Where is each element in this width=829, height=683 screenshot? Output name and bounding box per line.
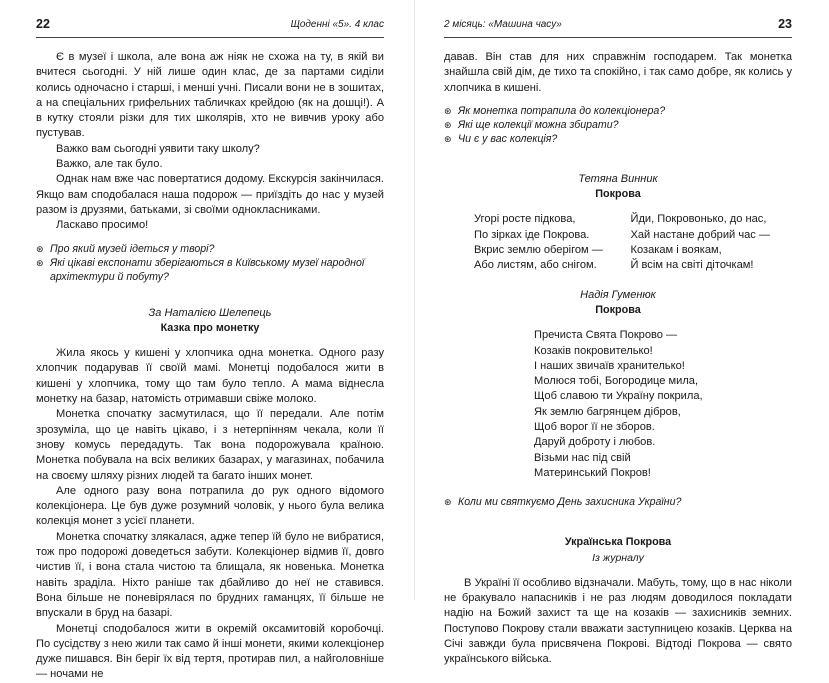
question-item (444, 495, 792, 509)
circled-question-icon: ⊛ (36, 243, 44, 254)
article-title: Українська Покрова (564, 536, 672, 549)
poem-line: Молюся тобі, Богородице мила, (534, 375, 699, 388)
paragraph: Жила якось у кишені у хлопчика одна монетка. Одного разу хлопчик подарував її своїй мамі. Монетці подобалося жити в кишені у хлопчика, тому що там було тепло. А мама віднесла монетку на базар, натомість отримавши свіже молоко. (36, 347, 384, 406)
poem-line: Хай настане добрий час — (630, 228, 770, 241)
poem1-body (444, 212, 792, 273)
paragraph: Монетці сподобалося жити в окремій оксамитовій коробочці. По сусідству з нею жили так само й інші монети, якими колекціонер дуже пишався. Він беріг їх від тертя, протирав пил, а найголовніше — ночами не (36, 622, 384, 681)
paragraph: Важко, але так було. (56, 158, 163, 171)
poem-line: По зірках іде Покрова. (474, 228, 590, 241)
poem-line: Угорі росте підкова, (474, 213, 576, 226)
poem1-column-left (474, 212, 603, 273)
poem2-title: Покрова (595, 303, 641, 316)
poem-line: Щоб славою ти Україну покрила, (534, 390, 703, 403)
paragraph: Але одного разу вона потрапила до рук одного відомого колекціонера. Це був дуже розумний чоловік, у нього була велика колекція монет з усієї планети. (36, 484, 384, 528)
poem1-column-right (630, 212, 770, 273)
story-text (36, 346, 384, 683)
question-text: Як монетка потрапила до колекціонера? (458, 104, 666, 117)
question-item (36, 242, 384, 256)
paragraph: Ласкаво просимо! (56, 219, 149, 232)
poem1-author: Тетяна Винник (578, 172, 658, 185)
right-page-header (444, 0, 792, 38)
poem-line: Даруй доброту і любов. (534, 436, 656, 449)
story-title: Казка про монетку (160, 321, 260, 334)
paragraph: Однак нам вже час повертатися додому. Екскурсія закінчилася. Якщо вам сподобалася наша подорож — приїздіть до нас у музей разом із друзями, батьками, зі своїми однокласниками. (36, 173, 384, 216)
circled-question-icon: ⊛ (444, 133, 452, 144)
circled-question-icon: ⊛ (444, 105, 452, 116)
questions-left (36, 242, 384, 284)
poem-line: Як землю багрянцем дібров, (534, 405, 681, 418)
page-number-left: 22 (36, 16, 50, 31)
question-item (36, 256, 384, 284)
poem-line: Козаків покровителько! (534, 344, 653, 357)
question-text: Які цікаві експонати зберігаються в Київському музеї народної архітектури й побуту? (50, 256, 365, 283)
left-page (0, 0, 414, 681)
story-author: За Наталією Шелепець (148, 306, 272, 319)
poem-line: Материнський Покров! (534, 466, 651, 479)
question-text: Які ще колекції можна збирати? (458, 118, 619, 131)
poem2-body (444, 328, 792, 481)
question-text: Коли ми святкуємо День захисника України? (458, 496, 682, 509)
question-text: Чи є у вас колекція? (458, 132, 558, 145)
page-number-right: 23 (778, 16, 792, 31)
question-item (444, 104, 792, 118)
poem-line: Й всім на світі діточкам! (630, 259, 754, 272)
paragraph: давав. Він став для них справжнім господарем. Так монетка знайшла свій дім, де тихо та спокійно, і так само добре, як колись у хлопчика в кишені. (444, 51, 792, 94)
poem2-author: Надія Гуменюк (580, 288, 656, 301)
poem-line: Пречиста Свята Покрово — (534, 329, 678, 342)
circled-question-icon: ⊛ (36, 257, 44, 268)
question-item (444, 118, 792, 132)
paragraph: Важко вам сьогодні уявити таку школу? (56, 142, 260, 155)
left-page-header (36, 0, 384, 38)
paragraph: Є в музеї і школа, але вона аж ніяк не схожа на ту, в якій ви вчитеся сьогодні. У ній лише один клас, де за партами сиділи колись одночасно і старші, і менші учні. Писали вони не в зошитах, а на спеціальних грифельних табличках крейдою (як на дошці!). А в кутку стояли різки для тих школярів, хто не вивчив уроку або пустував. (36, 51, 384, 140)
paragraph: Монетка спочатку злякалася, адже тепер їй було не вибратися, тож про подорожі доведеться забути. Колекціонер відмив її, довго чистив її, і вона стала чистою та блищала, як новенька. Монетка навіть зраділа. Ніхто раніше так дбайливо до неї не ставився. Вона більше не поневірялася по брудних гаманцях, її більше не впускали в бруд на базарі. (36, 530, 384, 620)
question-item (444, 132, 792, 146)
paragraph: В Україні її особливо відзначали. Мабуть, тому, що в нас ніколи не бракувало напасників і не раз людям доводилося покладати надію на Божий захист та ще на козаків — захисників земних. Поступово Покрову стали вважати заступницею козаків. Церква на Січі завжди була присвячена Покрові. Відтоді Покрова — свято українського війська. (444, 576, 792, 666)
poem-line: Козакам і воякам, (630, 244, 722, 257)
questions-right-1 (444, 104, 792, 146)
intro-text-left (36, 50, 384, 234)
poem-line: І наших звичаїв хранителько! (534, 359, 685, 372)
right-page (414, 0, 828, 666)
poem-line: Або листям, або снігом. (474, 259, 597, 272)
poem-line: Вкрис землю оберігом — (474, 244, 603, 257)
questions-right-2 (444, 495, 792, 509)
article-subtitle: Із журналу (592, 551, 644, 564)
poem-line: Візьми нас під свій (534, 451, 631, 464)
running-head-right: 2 місяць: «Машина часу» (444, 18, 562, 30)
circled-question-icon: ⊛ (444, 119, 452, 130)
circled-question-icon: ⊛ (444, 497, 452, 508)
poem-line: Щоб ворог її не зборов. (534, 421, 655, 434)
poem1-title: Покрова (595, 188, 641, 201)
poem-line: Йди, Покровонько, до нас, (630, 213, 767, 226)
paragraph: Монетка спочатку засмутилася, що її передали. Але потім зрозуміла, що це навіть цікаво, і з нетерпінням чекала, коли її знову комусь передадуть. Так вона подорожувала країною. Монетка побувала на всіх великих базарах, у магазинах, побачила на своєму шляху різних людей та багато інших монет. (36, 408, 384, 482)
running-head-left: Щоденні «5». 4 клас (290, 18, 384, 30)
question-text: Про який музей ідеться у творі? (50, 242, 215, 255)
